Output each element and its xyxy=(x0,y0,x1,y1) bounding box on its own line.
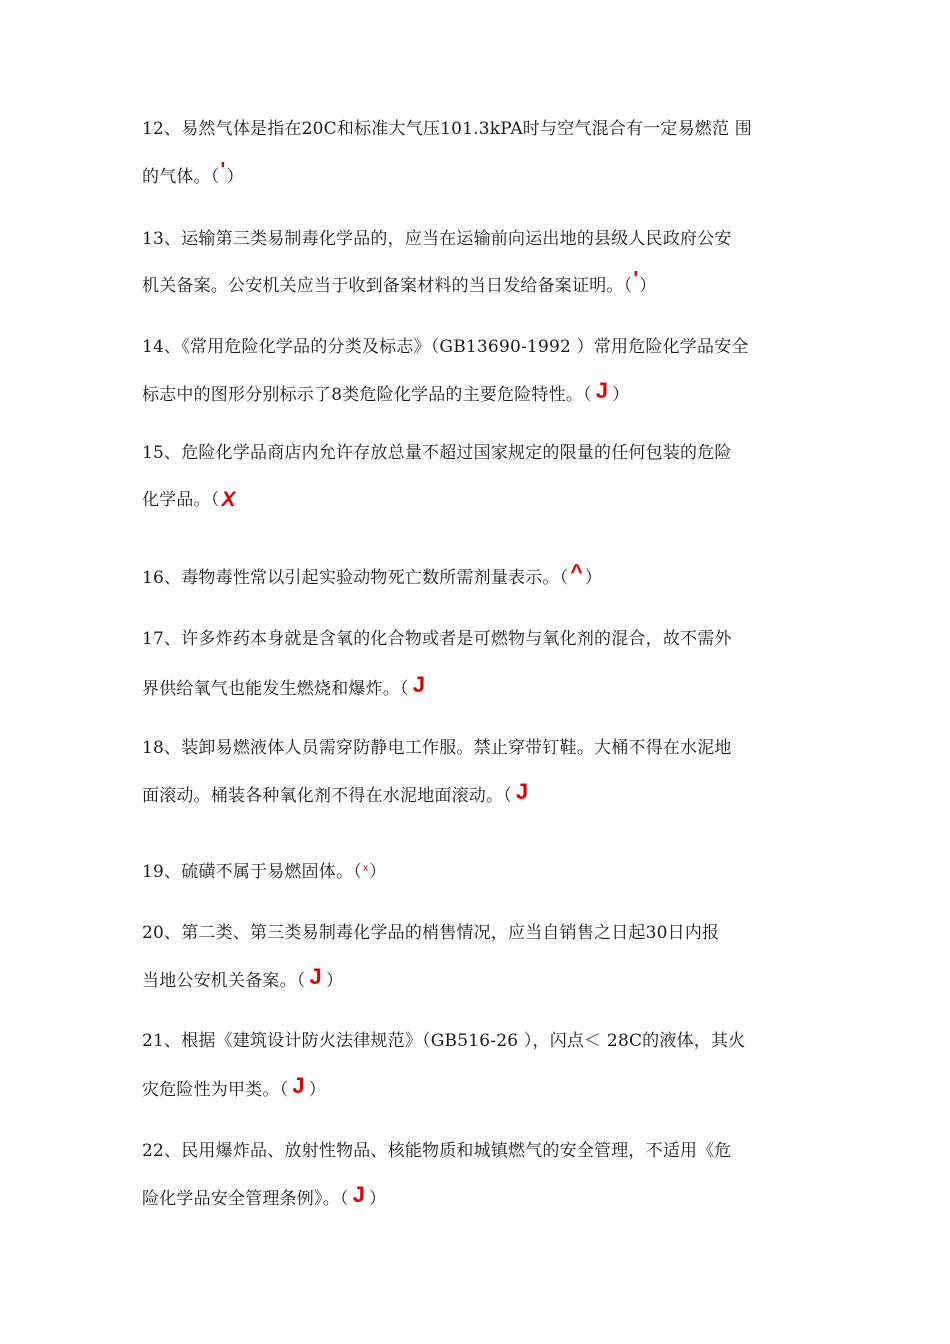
item-15-line-2 xyxy=(142,488,238,511)
answer-mark-small-x: x xyxy=(362,863,369,874)
item-12-close: ） xyxy=(226,167,244,187)
answer-mark-tick: ' xyxy=(220,159,226,181)
answer-mark-check: J xyxy=(292,1073,305,1098)
item-18-line-1: 18、装卸易燃液体人员需穿防静电工作服。禁止穿带钉鞋。大桶不得在水泥地 xyxy=(142,738,732,758)
item-19-close: ） xyxy=(369,862,387,882)
item-12-line-1: 12、易然气体是指在20C和标准大气压101.3kPA时与空气混合有一定易燃范 围 xyxy=(142,119,752,139)
item-20-line-2 xyxy=(142,964,344,992)
item-16-close: ） xyxy=(584,568,603,588)
item-19-text: 19、硫磺不属于易燃固体。（ xyxy=(142,862,362,882)
item-16-line-1 xyxy=(142,561,603,589)
answer-mark-check: J xyxy=(412,672,426,697)
item-12-text: 的气体。（ xyxy=(142,167,220,187)
item-21-close: ） xyxy=(308,1080,326,1100)
item-14-line-2 xyxy=(142,378,630,406)
item-20-line-1: 20、第二类、第三类易制毒化学品的梢售情况，应当自销售之日起30日内报 xyxy=(142,923,720,943)
item-14-text: 标志中的图形分别标示了8类危险化学品的主要危险特性。（ xyxy=(142,385,592,405)
answer-mark-check: J xyxy=(595,378,609,403)
item-16-text: 16、毒物毒性常以引起实验动物死亡数所需剂量表示。（ xyxy=(142,568,569,588)
item-22-line-1: 22、民用爆炸品、放射性物品、核能物质和城镇燃气的安全管理，不适用《危 xyxy=(142,1141,732,1161)
item-18-line-2 xyxy=(142,779,532,807)
item-21-line-2 xyxy=(142,1073,326,1101)
item-22-text: 险化学品安全管理条例》。（ xyxy=(142,1189,349,1209)
answer-mark-check: J xyxy=(515,779,529,804)
item-17-text: 界供给氧气也能发生燃烧和爆炸。（ xyxy=(142,679,409,699)
item-20-close: ） xyxy=(325,971,344,991)
item-22-close: ） xyxy=(369,1189,387,1209)
item-21-text: 灾危险性为甲类。（ xyxy=(142,1080,289,1100)
item-15-line-1: 15、危险化学品商店内允许存放总量不超过国家规定的限量的任何包装的危险 xyxy=(142,443,732,463)
item-13-close: ） xyxy=(639,276,657,296)
item-20-text: 当地公安机关备案。（ xyxy=(142,971,306,991)
answer-mark-tick: ' xyxy=(633,268,639,290)
item-13-text: 机关备案。公安机关应当于收到备案材料的当日发给备案证明。（ xyxy=(142,276,633,296)
item-18-text: 面滚动。桶装各种氧化剂不得在水泥地面滚动。（ xyxy=(142,786,512,806)
item-14-close: ） xyxy=(612,385,630,405)
answer-mark-check: J xyxy=(352,1182,366,1207)
item-14-line-1: 14、《常用危险化学品的分类及标志》（GB13690-1992 ）常用危险化学品安全 xyxy=(142,337,749,357)
item-21-line-1: 21、根据《建筑设计防火法律规范》（GB516-26 ），闪点＜ 28C的液体，其火 xyxy=(142,1031,746,1051)
answer-mark-cross: X xyxy=(221,488,236,511)
item-17-line-2 xyxy=(142,672,429,700)
item-12-line-2 xyxy=(142,159,244,188)
item-15-text: 化学品。（ xyxy=(142,490,220,510)
item-19-line-1 xyxy=(142,861,386,886)
item-22-line-2 xyxy=(142,1182,387,1210)
answer-mark-check: J xyxy=(309,964,322,989)
item-13-line-1: 13、运输第三类易制毒化学品的，应当在运输前向运出地的县级人民政府公安 xyxy=(142,229,732,249)
item-17-line-1: 17、许多炸药本身就是含氧的化合物或者是可燃物与氧化剂的混合，故不需外 xyxy=(142,629,732,649)
item-13-line-2 xyxy=(142,268,657,297)
answer-mark-caret: ^ xyxy=(570,561,583,584)
